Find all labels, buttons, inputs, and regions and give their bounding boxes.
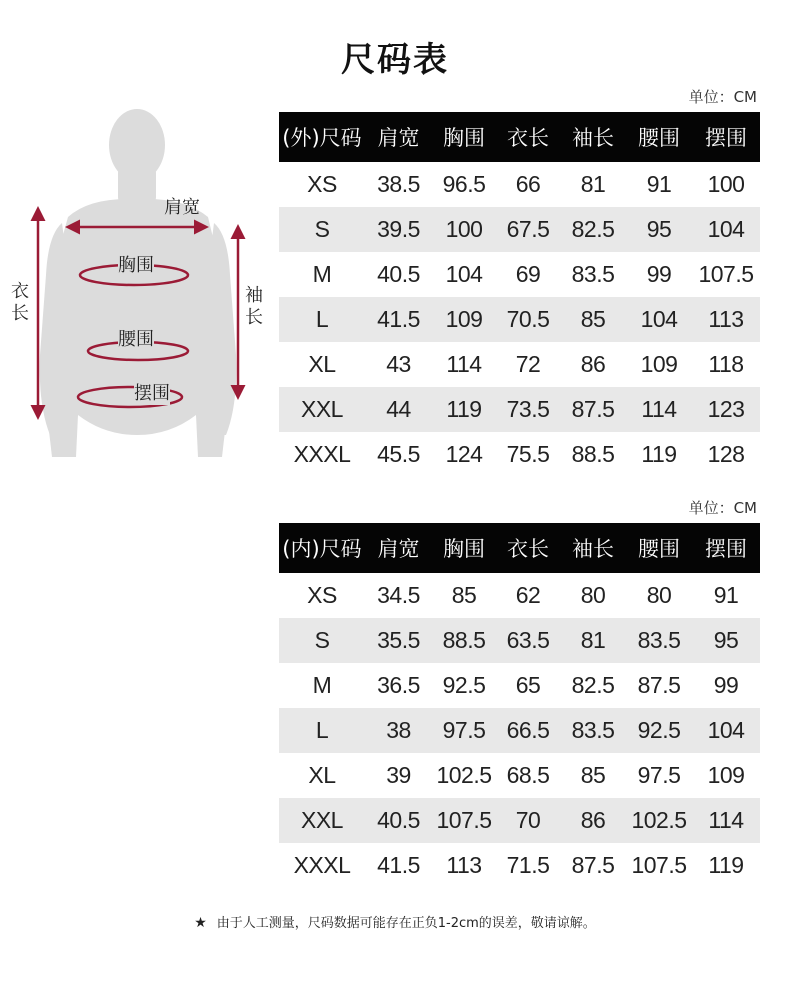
measurement-note <box>0 912 790 931</box>
table-row <box>279 387 760 432</box>
size-cell: XXL <box>279 798 365 843</box>
length-label: 衣长 <box>11 281 29 324</box>
measurement-cell: 107.5 <box>631 852 687 878</box>
measurement-cell: 119 <box>708 852 744 878</box>
measurement-cell: 100 <box>707 171 745 197</box>
measurement-cell: 73.5 <box>496 387 560 432</box>
measurement-cell: 114 <box>626 387 692 432</box>
measurement-cell: 88.5 <box>432 618 496 663</box>
table-header-row <box>279 523 760 573</box>
measurement-cell: 40.5 <box>365 798 432 843</box>
measurement-cell: 118 <box>708 351 744 377</box>
table-header-row <box>279 112 760 162</box>
size-cell: M <box>312 261 332 287</box>
measurement-cell: 80 <box>646 582 672 608</box>
column-header: 袖长 <box>560 523 626 573</box>
measurement-cell: 72 <box>515 351 541 377</box>
column-header: 摆围 <box>692 112 760 162</box>
column-header: 腰围 <box>626 112 692 162</box>
shoulder-label: 肩宽 <box>164 197 200 218</box>
measurement-cell: 67.5 <box>496 207 560 252</box>
page-title: 尺码表 <box>341 40 449 80</box>
measurement-cell: 70.5 <box>496 297 560 342</box>
size-cell: S <box>279 207 365 252</box>
table-row <box>279 573 760 618</box>
measurement-cell: 97.5 <box>432 708 496 753</box>
measurement-cell: 107.5 <box>432 798 496 843</box>
table-row <box>279 753 760 798</box>
note-text: 由于人工测量，尺码数据可能存在正负1-2cm的误差，敬请谅解。 <box>216 916 596 931</box>
measurement-cell: 39 <box>386 762 411 788</box>
measurement-cell: 80 <box>580 582 606 608</box>
table-row <box>279 342 760 387</box>
measurement-cell: 114 <box>692 798 760 843</box>
table-row <box>279 297 760 342</box>
measurement-cell: 81 <box>580 171 606 197</box>
measurement-cell: 62 <box>515 582 541 608</box>
measurement-cell: 96.5 <box>442 171 486 197</box>
measurement-cell: 85 <box>451 582 477 608</box>
body-silhouette <box>0 105 275 475</box>
unit-label: 单位：CM <box>688 499 757 517</box>
measurement-cell: 45.5 <box>377 441 420 467</box>
measurement-cell: 92.5 <box>626 708 692 753</box>
table-row <box>279 708 760 753</box>
measurement-cell: 39.5 <box>365 207 432 252</box>
measurement-cell: 88.5 <box>571 441 615 467</box>
measurement-cell: 40.5 <box>377 261 420 287</box>
unit-label: 单位：CM <box>688 88 757 106</box>
measurement-cell: 68.5 <box>506 762 550 788</box>
measurement-cell: 85 <box>560 297 626 342</box>
hem-label: 摆围 <box>134 379 170 405</box>
measurement-cell: 66 <box>515 171 541 197</box>
table-row <box>279 798 760 843</box>
table-row <box>279 618 760 663</box>
measurement-cell: 113 <box>692 297 760 342</box>
column-header: 肩宽 <box>365 523 432 573</box>
measurement-cell: 100 <box>432 207 496 252</box>
measurement-cell: 107.5 <box>698 261 754 287</box>
size-cell: S <box>279 618 365 663</box>
measurement-cell: 109 <box>640 351 678 377</box>
waist-label: 腰围 <box>118 325 154 351</box>
column-header: 胸围 <box>432 523 496 573</box>
measurement-cell: 87.5 <box>560 387 626 432</box>
table-row <box>279 207 760 252</box>
size-cell: XXXL <box>293 441 351 467</box>
size-cell: M <box>312 672 332 698</box>
inner-size-table <box>279 523 760 888</box>
measurement-cell: 104 <box>692 207 760 252</box>
measurement-cell: 86 <box>560 798 626 843</box>
measurement-cell: 81 <box>560 618 626 663</box>
sleeve-label: 袖长 <box>245 285 263 328</box>
measurement-cell: 36.5 <box>377 672 420 698</box>
outer-size-table <box>279 112 760 477</box>
measurement-cell: 109 <box>432 297 496 342</box>
column-header: 袖长 <box>560 112 626 162</box>
size-cell: L <box>279 708 365 753</box>
measurement-cell: 71.5 <box>506 852 550 878</box>
column-header: 肩宽 <box>365 112 432 162</box>
measurement-cell: 123 <box>692 387 760 432</box>
measurement-cell: 102.5 <box>626 798 692 843</box>
measurement-cell: 104 <box>692 708 760 753</box>
measurement-cell: 119 <box>432 387 496 432</box>
table-row <box>279 843 760 888</box>
measurement-cell: 91 <box>646 171 672 197</box>
column-header: (内)尺码 <box>279 523 365 573</box>
measurement-cell: 104 <box>626 297 692 342</box>
measurement-cell: 95 <box>692 618 760 663</box>
measurement-cell: 92.5 <box>442 672 486 698</box>
measurement-cell: 41.5 <box>365 297 432 342</box>
measurement-cell: 66.5 <box>496 708 560 753</box>
measurement-cell: 43 <box>386 351 411 377</box>
star-icon: ★ <box>194 915 207 931</box>
table-row <box>279 162 760 207</box>
measurement-cell: 41.5 <box>377 852 420 878</box>
measurement-cell: 75.5 <box>506 441 550 467</box>
chest-label: 胸围 <box>118 251 154 277</box>
measurement-cell: 82.5 <box>560 207 626 252</box>
size-cell: XL <box>308 762 336 788</box>
measurement-cell: 63.5 <box>496 618 560 663</box>
measurement-cell: 34.5 <box>377 582 420 608</box>
measurement-cell: 128 <box>707 441 745 467</box>
measurement-cell: 35.5 <box>365 618 432 663</box>
measurement-cell: 85 <box>580 762 606 788</box>
table-row <box>279 432 760 477</box>
table-row <box>279 663 760 708</box>
measurement-cell: 87.5 <box>637 672 681 698</box>
column-header: 摆围 <box>692 523 760 573</box>
size-cell: L <box>279 297 365 342</box>
size-cell: XS <box>307 171 337 197</box>
size-cell: XXL <box>279 387 365 432</box>
measurement-cell: 83.5 <box>626 618 692 663</box>
measurement-cell: 86 <box>580 351 606 377</box>
measurement-cell: 38.5 <box>377 171 420 197</box>
measurement-cell: 44 <box>365 387 432 432</box>
measurement-cell: 95 <box>626 207 692 252</box>
measurement-cell: 99 <box>646 261 672 287</box>
table-row <box>279 252 760 297</box>
measurement-cell: 104 <box>445 261 483 287</box>
measurement-cell: 83.5 <box>571 261 615 287</box>
size-cell: XXXL <box>293 852 351 878</box>
measurement-cell: 70 <box>496 798 560 843</box>
measurement-cell: 91 <box>713 582 739 608</box>
measurement-cell: 82.5 <box>571 672 615 698</box>
measurement-cell: 102.5 <box>436 762 492 788</box>
measurement-cell: 69 <box>515 261 541 287</box>
body-measurement-figure <box>0 105 275 475</box>
column-header: 衣长 <box>496 112 560 162</box>
measurement-cell: 119 <box>641 441 677 467</box>
measurement-cell: 65 <box>515 672 541 698</box>
measurement-cell: 83.5 <box>560 708 626 753</box>
column-header: (外)尺码 <box>279 112 365 162</box>
measurement-cell: 113 <box>446 852 482 878</box>
measurement-cell: 99 <box>713 672 739 698</box>
measurement-cell: 87.5 <box>571 852 615 878</box>
measurement-cell: 124 <box>445 441 483 467</box>
size-cell: XS <box>307 582 337 608</box>
measurement-cell: 38 <box>365 708 432 753</box>
column-header: 腰围 <box>626 523 692 573</box>
measurement-cell: 97.5 <box>637 762 681 788</box>
column-header: 胸围 <box>432 112 496 162</box>
size-cell: XL <box>308 351 336 377</box>
measurement-cell: 109 <box>707 762 745 788</box>
measurement-cell: 114 <box>446 351 482 377</box>
column-header: 衣长 <box>496 523 560 573</box>
